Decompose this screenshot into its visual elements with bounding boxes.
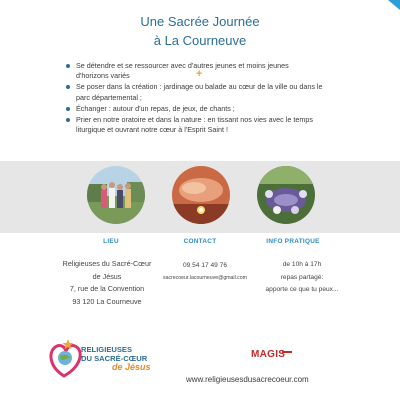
candle-photo bbox=[172, 166, 230, 224]
lieu-heading: LIEU bbox=[103, 238, 119, 245]
list-item: Se poser dans la création : jardinage ou balade au cœur de la ville ou dans le parc départemental ; bbox=[66, 82, 366, 102]
circle-group-photo bbox=[257, 166, 315, 224]
list-item: Échanger : autour d'un repas, de jeux, de chants ; bbox=[66, 104, 366, 114]
contact-details bbox=[150, 259, 260, 285]
bullet-icon bbox=[66, 107, 70, 111]
website-link[interactable]: www.religieusesdusacrecoeur.com bbox=[186, 375, 309, 384]
title-line-2: à La Courneuve bbox=[153, 33, 247, 48]
bullet-icon bbox=[66, 64, 70, 68]
corner-accent bbox=[388, 0, 400, 10]
group-photo bbox=[87, 166, 145, 224]
info-heading: INFO PRATIQUE bbox=[266, 238, 320, 245]
magis-logo: MAGIS bbox=[251, 349, 286, 360]
logo-subtitle: de Jésus bbox=[112, 362, 151, 372]
lieu-address: Religieuses du Sacré-Cœur de Jésus 7, rue de la Convention 93 120 La Courneuve bbox=[62, 259, 152, 306]
bullet-icon bbox=[66, 118, 70, 122]
page-title bbox=[0, 12, 400, 50]
bullet-icon bbox=[66, 85, 70, 89]
list-item: Prier en notre oratoire et dans la nature : en tissant nos vies avec le temps liturgique et ouvrant notre cœur à l'Esprit Saint ! bbox=[66, 115, 366, 135]
contact-heading: CONTACT bbox=[183, 238, 217, 245]
email-address: sacrecoeur.lacourneuve@gmail.com bbox=[163, 275, 247, 281]
title-line-1: Une Sacrée Journée bbox=[140, 14, 260, 29]
activity-list bbox=[66, 61, 366, 136]
list-item: Se détendre et se ressourcer avec d'autres jeunes et moins jeunes d'horizons variés bbox=[66, 61, 366, 81]
plus-icon: + bbox=[196, 68, 203, 80]
info-details: de 10h à 17h repas partagé: apporte ce que tu peux... bbox=[265, 261, 339, 293]
phone-number: 09 54 17 49 76 bbox=[183, 262, 227, 269]
logo-text: RELIGIEUSES DU SACRÉ-CŒUR bbox=[81, 345, 148, 363]
